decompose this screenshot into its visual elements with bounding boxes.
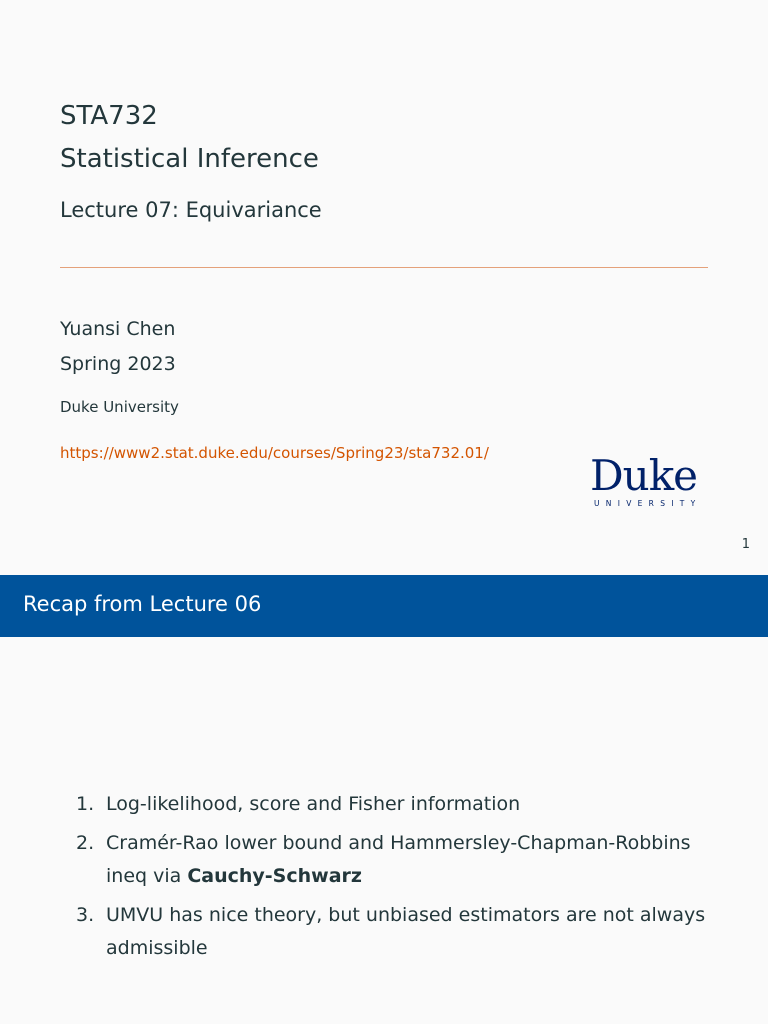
list-item-number: 2. [76,832,95,854]
author-name: Yuansi Chen [60,318,176,340]
list-item-text: UMVU has nice theory, but unbiased estimators are not always admissible [106,904,706,959]
list-item-text: Cramér-Rao lower bound and Hammersley-Chapman-Robbins ineq via [106,832,691,887]
institution: Duke University [60,398,179,416]
list-item-emphasis: Cauchy-Schwarz [187,865,362,887]
term-date: Spring 2023 [60,353,176,375]
list-item-text: Log-likelihood, score and Fisher information [106,793,521,815]
list-item [60,788,720,821]
course-url-link[interactable]: https://www2.stat.duke.edu/courses/Spring23/sta732.01/ [60,444,489,462]
duke-logo-wordmark: Duke [590,451,698,500]
recap-slide [0,575,768,1024]
list-item-number: 1. [76,793,95,815]
page-number: 1 [741,537,750,552]
recap-list [60,788,720,971]
lecture-subtitle: Lecture 07: Equivariance [60,198,322,222]
title-divider [60,267,708,268]
duke-logo [590,451,714,511]
course-code: STA732 [60,101,158,131]
frame-title-bar [0,575,768,637]
list-item [60,899,720,965]
duke-logo-subword: UNIVERSITY [594,499,702,508]
course-title: Statistical Inference [60,144,319,174]
frame-title: Recap from Lecture 06 [23,592,262,616]
list-item [60,827,720,893]
list-item-number: 3. [76,904,95,926]
